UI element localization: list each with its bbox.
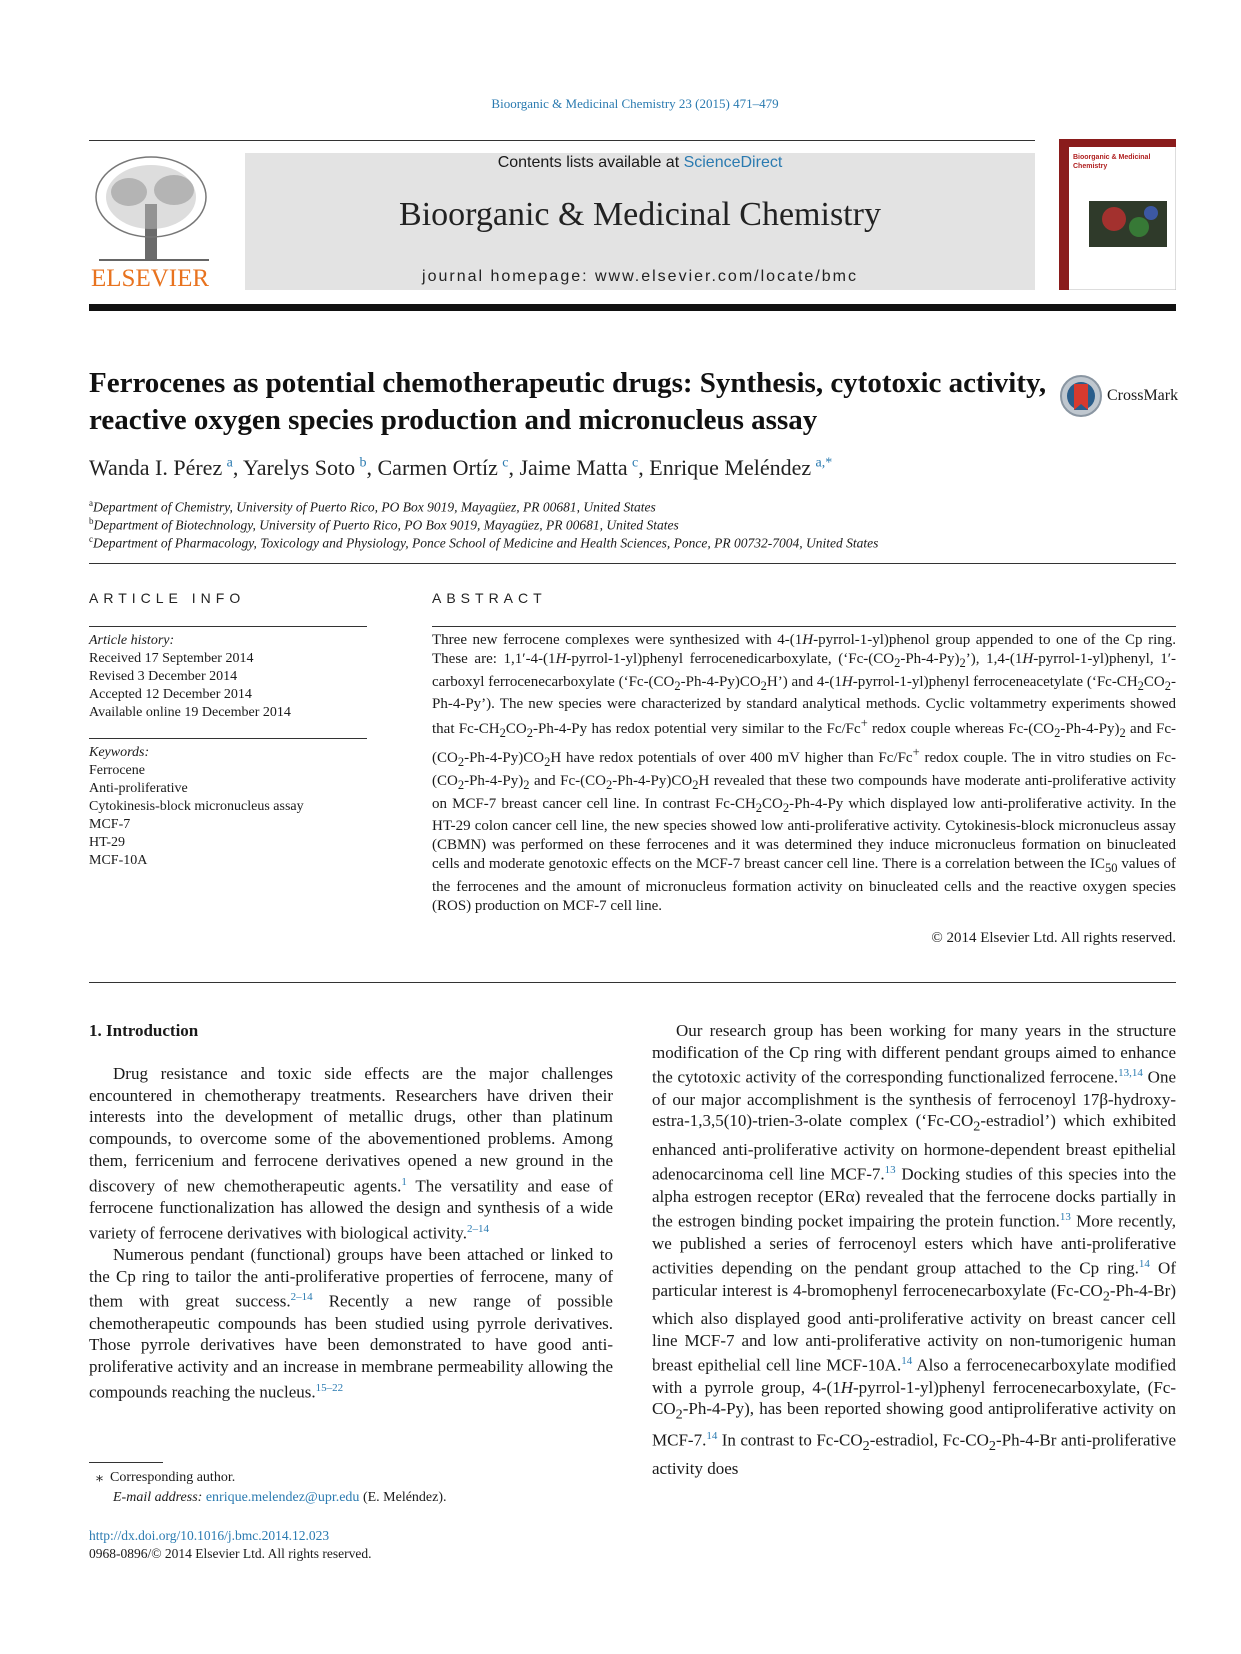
article-info-heading: ARTICLE INFO xyxy=(89,590,246,606)
contents-prefix: Contents lists available at xyxy=(497,154,684,171)
history-label: Article history: xyxy=(89,633,175,648)
footnote-rule xyxy=(89,1462,163,1463)
header-thick-rule xyxy=(89,304,1176,311)
affiliation-mark: a xyxy=(89,498,93,508)
keywords-rule xyxy=(89,738,367,739)
author-name[interactable]: Enrique Meléndez xyxy=(649,455,812,480)
journal-cover-thumbnail[interactable] xyxy=(1059,139,1176,290)
journal-citation[interactable]: Bioorganic & Medicinal Chemistry 23 (2015) 471–479 xyxy=(491,96,779,111)
author-affiliation-mark[interactable]: b xyxy=(359,455,367,471)
body-paragraph: Numerous pendant (functional) groups have been attached or linked to the Cp ring to tailor the anti-proliferative properties of ferrocene, many of them with great success.$^{2-14}$ Recently a new range of possible chemotherapeutic compounds has been studied using pyrrole derivatives. Those pyrrole derivatives have been demonstrated to have good anti-proliferative activity and an increase in membrane permeability allowing the compounds reaching the nucleus.$^{15-22}$ xyxy=(89,1244,613,1402)
affiliation-text: Department of Pharmacology, Toxicology and Physiology, Ponce School of Medicine and Health Sciences, Ponce, PR 00732-7004, United States xyxy=(93,535,879,551)
keyword: Ferrocene xyxy=(89,763,145,778)
doi-block xyxy=(89,1527,371,1563)
article-title: Ferrocenes as potential chemotherapeutic drugs: Synthesis, cytotoxic activity, reactive oxygen species production and micronucleus assay xyxy=(89,367,1047,436)
affiliation-rule xyxy=(89,563,1176,564)
crossmark-icon xyxy=(1059,374,1103,418)
footnote xyxy=(89,1468,609,1508)
journal-homepage[interactable]: journal homepage: www.elsevier.com/locate/bmc xyxy=(422,268,858,285)
email-label: E-mail address: xyxy=(113,1490,203,1505)
body-paragraph: Our research group has been working for many years in the structure modification of the Cp ring with different pendant groups aimed to enhance the cytotoxic activity of the corresponding functionalized ferrocene.$^{13,14}$ One of our major accomplishment is the synthesis of ferrocenoyl 17β-hydroxy-estra-1,3,5(10)-trien-3-olate complex $(‘Fc-CO_2-estradiol’)$ which exhibited enhanced anti-proliferative activity on hormone-dependent breast epithelial adenocarcinoma cell line MCF-7.13 Docking studies of this species into the alpha estrogen receptor (ERα) revealed that the ferrocene docks partially in the estrogen binding pocket impairing the protein function.$^{13}$ More recently, we published a series of ferrocenoyl esters which have anti-proliferative activities depending on the pendant group attached to the Cp ring.$^{14}$ Of particular interest is 4-bromophenyl ferrocenecarboxylate $(Fc-CO_2-Ph-4-Br)$ which also displayed good anti-proliferative activity on breast cancer cell line MCF-7 and low anti-proliferative activity on non-tumorigenic human breast epithelial cell line MCF-10A.$^{14}$ Also a ferrocenecarboxylate modified with a pyrrole group, 4-(1H-pyrrol-1-yl)phenyl ferrocenecarboxylate, $(Fc-CO_2-Ph-4-Py)$, has been reported showing good antiproliferative activity on MCF-7.14 In contrast to $Fc-CO_2$-estradiol, $Fc-CO_2-Ph-4-Br$ anti-proliferative activity does xyxy=(652,1021,1177,1479)
affiliation-text: Department of Biotechnology, University of Puerto Rico, PO Box 9019, Mayagüez, PR 00681, United States xyxy=(93,517,679,533)
keyword: HT-29 xyxy=(89,835,126,850)
author-affiliation-mark[interactable]: a xyxy=(226,455,233,471)
keyword: Anti-proliferative xyxy=(89,781,188,796)
affiliation-mark: c xyxy=(89,534,93,544)
contents-line xyxy=(245,153,1035,173)
affiliation xyxy=(89,534,1176,552)
affiliation-text: Department of Chemistry, University of Puerto Rico, PO Box 9019, Mayagüez, PR 00681, United States xyxy=(93,499,656,515)
body-column-right xyxy=(652,1020,1176,1480)
body-paragraph: Drug resistance and toxic side effects are the major challenges encountered in chemotherapy treatments. Researchers have driven their interests into the development of metallic drugs, other than platinum compounds, to overcome some of the abovementioned problems. Among them, ferricenium and ferrocene derivatives opened a new ground in the discovery of new chemotherapeutic agents.$^1$ The versatility and ease of ferrocene functionalization has allowed the design and synthesis of a wide variety of ferrocene derivatives with biological activity.$^{2-14}$ xyxy=(89,1064,613,1243)
issn-line: 0968-0896/© 2014 Elsevier Ltd. All rights reserved. xyxy=(89,1546,372,1561)
sciencedirect-link[interactable]: ScienceDirect xyxy=(683,154,783,171)
article-info-rule xyxy=(89,626,367,627)
svg-text:ELSEVIER: ELSEVIER xyxy=(91,265,210,292)
corresponding-author-text: Corresponding author. xyxy=(110,1470,236,1485)
history-item: Available online 19 December 2014 xyxy=(89,705,291,720)
history-item: Received 17 September 2014 xyxy=(89,651,254,666)
email-suffix: (E. Meléndez). xyxy=(362,1490,447,1505)
author-affiliation-mark[interactable]: c xyxy=(502,455,509,471)
article-history xyxy=(89,632,369,722)
keyword: Cytokinesis-block micronucleus assay xyxy=(89,799,304,814)
author-affiliation-mark[interactable]: a,* xyxy=(815,455,833,471)
elsevier-logo xyxy=(89,152,219,292)
body-column-left xyxy=(89,1063,613,1403)
affiliation-mark: b xyxy=(89,516,94,526)
author-name[interactable]: Wanda I. Pérez xyxy=(89,455,223,480)
email-line xyxy=(89,1488,609,1508)
corresponding-author-note: ⁎ Corresponding author. xyxy=(89,1470,236,1485)
history-item: Revised 3 December 2014 xyxy=(89,669,238,684)
section-heading: 1. Introduction xyxy=(89,1021,199,1040)
author-affiliation-mark[interactable]: c xyxy=(632,455,639,471)
affiliation xyxy=(89,498,1176,516)
author-name[interactable]: Jaime Matta xyxy=(519,455,628,480)
keywords-list xyxy=(89,744,369,870)
history-item: Accepted 12 December 2014 xyxy=(89,687,252,702)
crossmark-badge[interactable] xyxy=(1059,374,1179,420)
keyword: MCF-10A xyxy=(89,853,148,868)
abstract-rule xyxy=(432,626,1176,627)
abstract-copyright: © 2014 Elsevier Ltd. All rights reserved. xyxy=(931,930,1176,946)
svg-text:Chemistry: Chemistry xyxy=(1073,163,1108,170)
keyword: MCF-7 xyxy=(89,817,131,832)
header-rule xyxy=(89,140,1035,141)
doi-link[interactable]: http://dx.doi.org/10.1016/j.bmc.2014.12.023 xyxy=(89,1528,330,1543)
affiliation xyxy=(89,516,1176,534)
abstract-rule-bottom xyxy=(89,982,1176,983)
journal-title: Bioorganic & Medicinal Chemistry xyxy=(399,196,881,233)
crossmark-label: CrossMark xyxy=(1107,387,1179,404)
svg-text:Bioorganic & Medicinal: Bioorganic & Medicinal xyxy=(1073,154,1151,161)
abstract-heading: ABSTRACT xyxy=(432,590,547,606)
author-list: Wanda I. Pérez $^a$, Yarelys Soto $^b$, Carmen Ortíz $^c$, Jaime Matta $^c$, Enrique Meléndez $^{a,*}$ xyxy=(89,455,833,480)
author-name[interactable]: Yarelys Soto xyxy=(243,455,356,480)
email-link[interactable]: enrique.melendez@upr.edu xyxy=(205,1490,360,1505)
abstract-text: Three new ferrocene complexes were synthesized with 4-(1H-pyrrol-1-yl)phenol group appended to one of the Cp ring. These are: 1,1′-4-(1H-pyrrol-1-yl)phenyl ferrocenedicarboxylate, $(‘Fc-(CO_2-Ph-4-Py)_2’)$, 1,4-(1H-pyrrol-1-yl)phenyl, 1′-carboxyl ferrocenecarboxylate $(‘Fc-(CO_2-Ph-4-Py)CO_2H’)$ and 4-(1H-pyrrol-1-yl)phenyl ferroceneacetylate $(‘Fc-CH_2CO_2-Ph-4-Py’)$. The new species were characterized by standard analytical methods. Cyclic voltammetry experiments showed that $Fc-CH_2CO_2-Ph-4-Py$ has redox potential very similar to the Fc/Fc+ redox couple whereas $Fc-(CO_2-Ph-4-Py)_2$ and $Fc-(CO_2-Ph-4-Py)CO_2H$ have redox potentials of over 400 mV higher than Fc/Fc+ redox couple. The in vitro studies on $Fc-(CO_2-Ph-4-Py)_2$ and $Fc-(CO_2-Ph-4-Py)CO_2H$ revealed that these two compounds have moderate anti-proliferative activity on MCF-7 breast cancer cell line. In contrast $Fc-CH_2CO_2-Ph-4-Py$ which displayed low anti-proliferative activity. In the HT-29 colon cancer cell line, the new species showed low anti-proliferative activity. Cytokinesis-block micronucleus assay (CBMN) was performed on these ferrocenes and it was determined they induce micronucleus formation on binucleated cells and moderate genotoxic effects on the MCF-7 breast cancer cell line. There is a correlation between the $IC_{50}$ values of the ferrocenes and the amount of micronucleus formation activity on binucleated cells and the reactive oxygen species (ROS) production on MCF-7 cell line. xyxy=(432,632,1177,914)
keywords-label: Keywords: xyxy=(89,745,150,760)
author-name[interactable]: Carmen Ortíz xyxy=(377,455,498,480)
